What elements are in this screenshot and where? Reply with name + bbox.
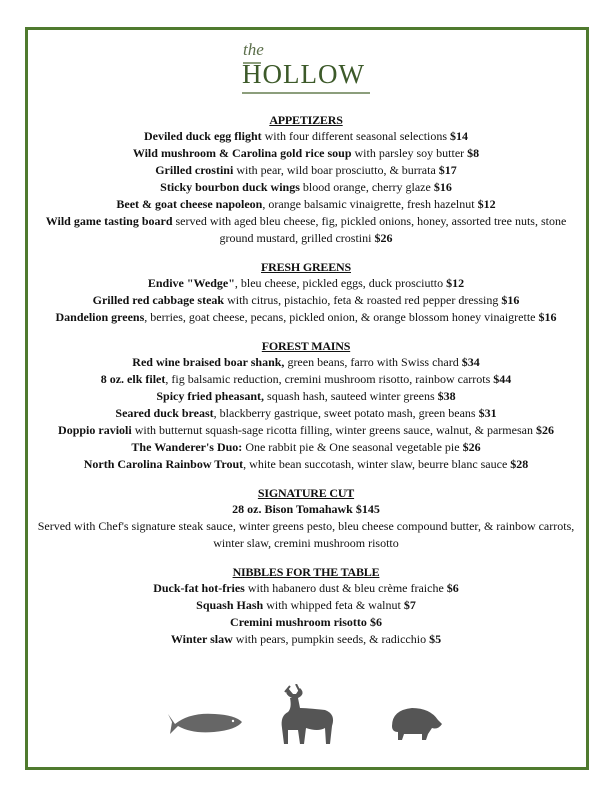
- item-name: Sticky bourbon duck wings: [160, 180, 300, 194]
- item-price: $6: [446, 581, 459, 595]
- item-desc: with habanero dust & bleu crème fraiche: [244, 581, 447, 595]
- item-name: Wild game tasting board: [45, 214, 173, 228]
- item-name: Grilled crostini: [155, 163, 234, 177]
- section-heading: FOREST MAINS: [261, 339, 351, 353]
- section-heading: FRESH GREENS: [261, 260, 351, 274]
- item-name: North Carolina Rainbow Trout: [83, 457, 244, 471]
- menu-item: [28, 275, 584, 292]
- menu-item: [28, 631, 584, 648]
- item-price: $12: [446, 276, 465, 290]
- item-price: $17: [438, 163, 457, 177]
- menu-item: [28, 456, 584, 473]
- item-name: Red wine braised boar shank,: [132, 355, 285, 369]
- item-desc: with pears, pumpkin seeds, & radicchio: [232, 632, 430, 646]
- item-price: $16: [433, 180, 452, 194]
- restaurant-logo: [240, 42, 372, 94]
- item-price: $26: [374, 231, 393, 245]
- logo-underline: [242, 92, 370, 94]
- menu-item: [28, 597, 584, 614]
- item-price: $28: [510, 457, 529, 471]
- section-gap: [28, 552, 584, 564]
- boar-icon: [392, 708, 442, 740]
- item-desc: One rabbit pie & One seasonal vegetable pie: [242, 440, 463, 454]
- item-desc: blood orange, cherry glaze: [299, 180, 434, 194]
- menu-item: [28, 354, 584, 371]
- item-name: 28 oz. Bison Tomahawk: [232, 502, 356, 516]
- logo-the: the: [243, 40, 264, 59]
- item-name: Cremini mushroom risotto: [230, 615, 370, 629]
- menu-body: [28, 112, 584, 648]
- menu-item: [28, 196, 584, 213]
- item-price: $14: [450, 129, 469, 143]
- animal-illustrations: [0, 684, 612, 754]
- item-price: $38: [437, 389, 456, 403]
- item-desc: , bleu cheese, pickled eggs, duck prosciutto: [234, 276, 447, 290]
- item-price: $44: [493, 372, 512, 386]
- item-price: $26: [535, 423, 554, 437]
- item-price: $6: [369, 615, 382, 629]
- item-name: Beet & goat cheese napoleon: [116, 197, 263, 211]
- section-heading: SIGNATURE CUT: [257, 486, 355, 500]
- menu-item: [28, 162, 584, 179]
- section-heading: APPETIZERS: [269, 113, 343, 127]
- item-name: 8 oz. elk filet: [100, 372, 166, 386]
- item-desc: green beans, farro with Swiss chard: [284, 355, 462, 369]
- menu-item: [28, 614, 584, 631]
- item-name: Wild mushroom & Carolina gold rice soup: [132, 146, 352, 160]
- item-desc: squash hash, sauteed winter greens: [264, 389, 438, 403]
- item-price: $7: [403, 598, 416, 612]
- item-desc: with citrus, pistachio, feta & roasted red pepper dressing: [224, 293, 502, 307]
- section-gap: [28, 247, 584, 259]
- item-desc: , berries, goat cheese, pecans, pickled onion, & orange blossom honey vinaigrette: [144, 310, 539, 324]
- item-name: Deviled duck egg flight: [143, 129, 262, 143]
- item-desc: with whipped feta & walnut: [263, 598, 404, 612]
- item-price: $34: [461, 355, 480, 369]
- menu-item: [28, 388, 584, 405]
- trout-icon: [168, 714, 242, 734]
- menu-item: [28, 213, 584, 247]
- item-desc: with parsley soy butter: [351, 146, 468, 160]
- menu-item: [28, 422, 584, 439]
- item-name: Winter slaw: [170, 632, 233, 646]
- section-heading: NIBBLES FOR THE TABLE: [232, 565, 380, 579]
- menu-item: [28, 292, 584, 309]
- section-gap: [28, 326, 584, 338]
- item-name: Squash Hash: [196, 598, 264, 612]
- item-price: $16: [538, 310, 557, 324]
- item-desc: served with aged bleu cheese, fig, pickled onions, honey, assorted tree nuts, stone ground mustard, grilled crostini: [172, 214, 567, 245]
- item-name: Seared duck breast: [115, 406, 214, 420]
- item-price: $5: [429, 632, 442, 646]
- menu-item: [28, 518, 584, 552]
- elk-icon: [282, 684, 333, 744]
- item-desc: , fig balsamic reduction, cremini mushroom risotto, rainbow carrots: [165, 372, 494, 386]
- menu-item: [28, 501, 584, 518]
- logo-name: HOLLOW: [242, 59, 365, 89]
- item-name: Doppio ravioli: [58, 423, 132, 437]
- item-desc: , blackberry gastrique, sweet potato mash, green beans: [213, 406, 479, 420]
- item-desc: with pear, wild boar prosciutto, & burrata: [233, 163, 439, 177]
- menu-item: [28, 145, 584, 162]
- item-price: $16: [501, 293, 520, 307]
- item-name: Duck-fat hot-fries: [153, 581, 245, 595]
- item-name: Endive "Wedge": [147, 276, 235, 290]
- menu-item: [28, 309, 584, 326]
- item-desc: , orange balsamic vinaigrette, fresh hazelnut: [262, 197, 478, 211]
- item-desc: with butternut squash-sage ricotta filling, winter greens sauce, walnut, & parmesan: [131, 423, 536, 437]
- item-price: $31: [478, 406, 497, 420]
- item-price: $145: [355, 502, 380, 516]
- item-price: $12: [477, 197, 496, 211]
- item-name: Dandelion greens: [55, 310, 145, 324]
- menu-item: [28, 439, 584, 456]
- item-desc: with four different seasonal selections: [261, 129, 451, 143]
- menu-item: [28, 371, 584, 388]
- item-price: $8: [467, 146, 480, 160]
- item-name: The Wanderer's Duo:: [131, 440, 243, 454]
- item-name: Grilled red cabbage steak: [92, 293, 225, 307]
- item-desc: , white bean succotash, winter slaw, beurre blanc sauce: [243, 457, 511, 471]
- item-desc: Served with Chef's signature steak sauce, winter greens pesto, bleu cheese compound butter, & rainbow carrots, winter slaw, cremini mushroom risotto: [37, 519, 575, 550]
- section-gap: [28, 473, 584, 485]
- item-name: Spicy fried pheasant,: [156, 389, 265, 403]
- menu-item: [28, 580, 584, 597]
- menu-item: [28, 128, 584, 145]
- item-price: $26: [462, 440, 481, 454]
- menu-item: [28, 405, 584, 422]
- menu-item: [28, 179, 584, 196]
